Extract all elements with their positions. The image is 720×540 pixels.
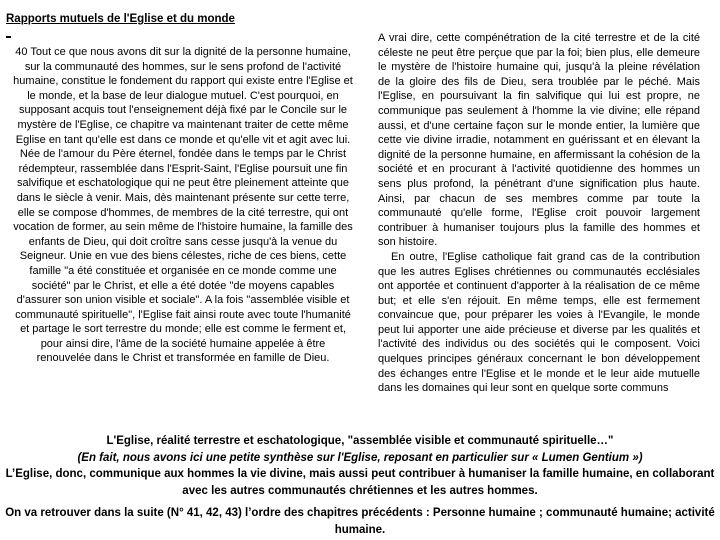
paragraph-40: 40 Tout ce que nous avons dit sur la dignité de la personne humaine, sur la communauté des hommes, sur le sens profond de l'activité humaine, constitue le fondement du rapport qui existe entre l'Eglise et le monde, et la base de leur dialogue mutuel. C'est pourquoi, en supposant acquis tout l'enseignement déjà fixé par le Concile sur le mystère de l'Eglise, ce chapitre va maintenant traiter de cette même Eglise en tant qu'elle est dans ce monde et qu'elle vit et agit avec lui. [13, 46, 353, 146]
summary-line-3: L’Eglise, donc, communique aux hommes la vie divine, mais aussi peut contribuer à humaniser la famille humaine, en collaborant avec les autres communautés chrétiennes et les autres hommes. [5, 468, 715, 497]
page-title: Rapports mutuels de l'Eglise et du monde [6, 13, 235, 25]
closing-note: On va retrouver dans la suite (N° 41, 42, 43) l’ordre des chapitres précédents : Personne humaine ; communauté humaine; activité humaine. [5, 507, 715, 536]
paragraph-compenetration: A vrai dire, cette compénétration de la cité terrestre et de la cité céleste ne peut être perçue que par la foi; bien plus, elle demeure le mystère de l'histoire humaine qui, jusqu'à la pleine révélation de la gloire des fils de Dieu, sera troublée par le péché. Mais l'Eglise, en poursuivant la fin salvifique qui lui est propre, ne communique pas seulement à l'homme la vie divine; elle répand aussi, et d'une certaine façon sur le monde entier, la lumière que cette vie divine irradie, notamment en guérissant et en élevant la dignité de la personne humaine, en affermissant la cohésion de la société et en procurant à l'activité quotidienne des hommes un sens plus profond, la pénétrant d'une signification plus haute. Ainsi, par chacun de ses membres comme par toute la communauté qu'elle forme, l'Eglise croit pouvoir largement contribuer à humaniser toujours plus la famille des hommes et son histoire. [378, 32, 700, 249]
paragraph-eglise-catholique: En outre, l'Eglise catholique fait grand cas de la contribution que les autres Eglises chrétiennes ou communautés ecclésiales ont apportée et continuent d'apporter à la réalisation de ce même but; et elle s'en réjouit. En même temps, elle est fermement convaincue que, pour préparer les voies à l'Evangile, le monde peut lui apporter une aide précieuse et diverse par les qualités et l'activité des individus ou des sociétés qui le composent. Voici quelques principes généraux concernant le bon développement des échanges entre l'Eglise et le monde et le leur aide mutuelle dans les domaines qui leur sont en quelque sorte communs [378, 250, 700, 395]
right-column [378, 31, 700, 396]
bullet-dash [6, 36, 11, 38]
summary-block [0, 433, 720, 499]
paragraph-eglise-origine: Née de l'amour du Père éternel, fondée dans le temps par le Christ rédempteur, rassemblée dans l'Esprit-Saint, l'Eglise poursuit une fin salvifique et eschatologique qui ne peut être pleinement atteinte que dans le siècle à venir. Mais, dès maintenant présente sur cette terre, elle se compose d'hommes, de membres de la cité terrestre, qui ont vocation de former, au sein même de l'histoire humaine, la famille des enfants de Dieu, qui doit croître sans cesse jusqu'à la venue du Seigneur. Unie en vue des biens célestes, riche de ces biens, cette famille "a été constituée et organisée en ce monde comme une société" par le Christ, et elle a été dotée "de moyens capables d'assurer son union visible et sociale". A la fois "assemblée visible et communauté spirituelle", l'Eglise fait ainsi route avec toute l'humanité et partage le sort terrestre du monde; elle est comme le ferment et, pour ainsi dire, l'âme de la société humaine appelée à être renouvelée dans le Christ et transformée en famille de Dieu. [13, 148, 353, 365]
summary-line-1: L'Eglise, réalité terrestre et eschatologique, "assemblée visible et communauté spirituelle…" [106, 435, 614, 447]
summary-line-2: (En fait, nous avons ici une petite synthèse sur l'Eglise, reposant en particulier sur « Lumen Gentium ») [77, 451, 643, 464]
left-column [13, 45, 353, 366]
